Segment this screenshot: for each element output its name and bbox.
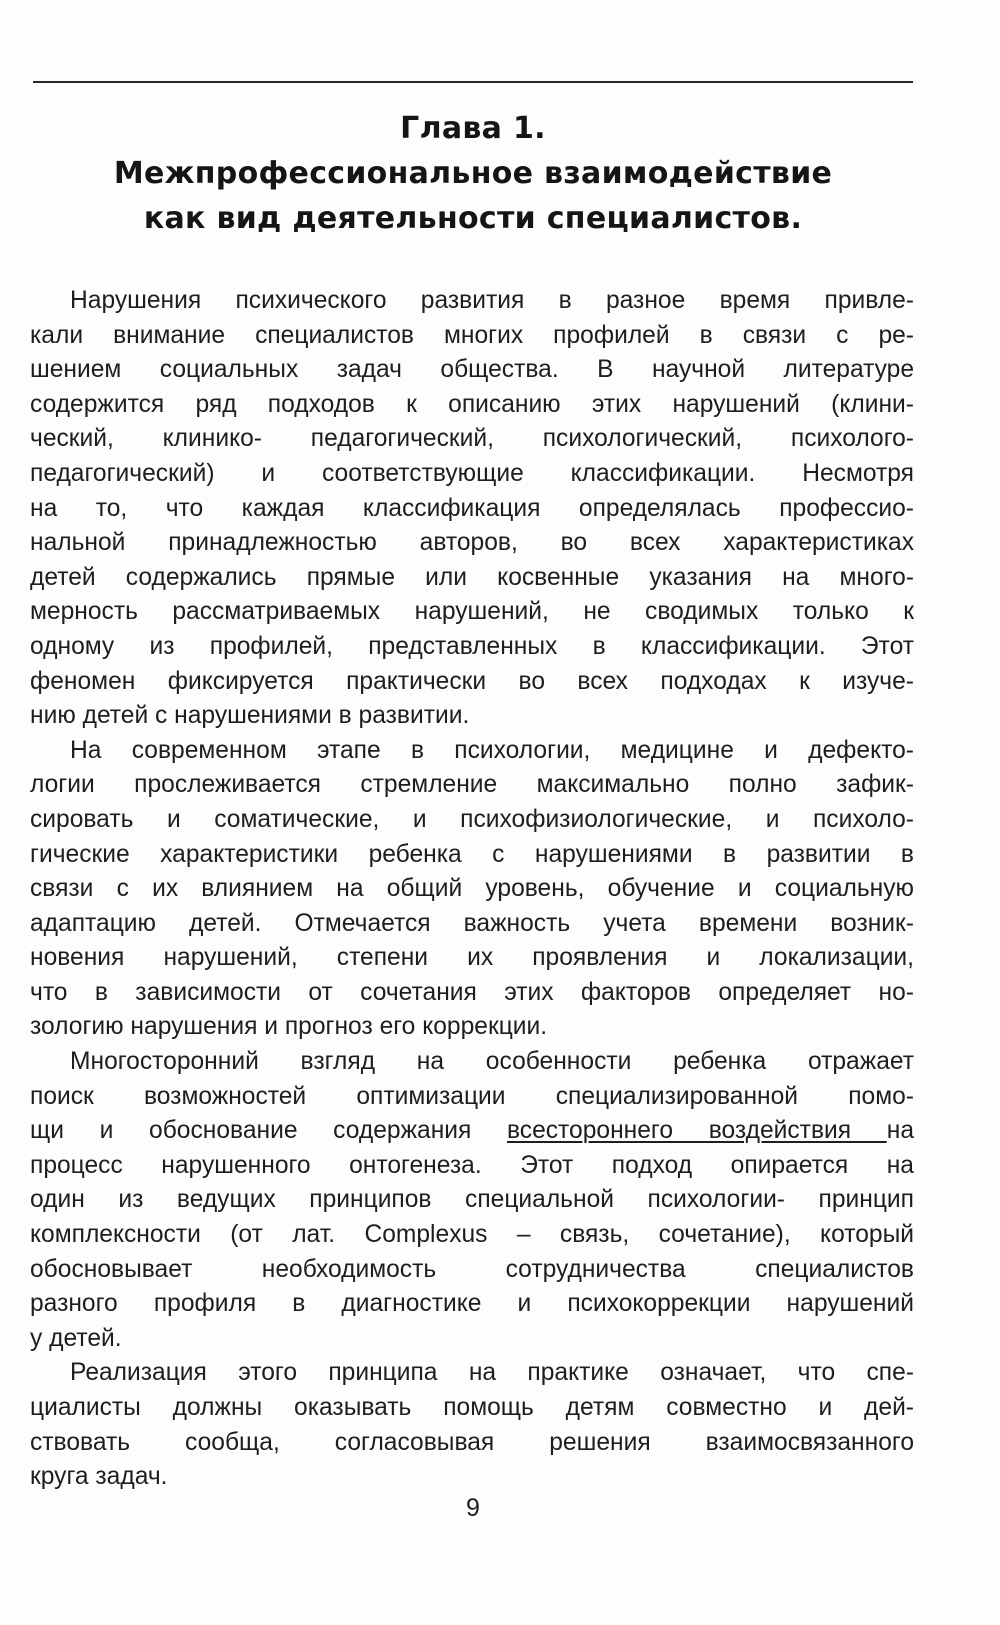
body-text bbox=[30, 284, 914, 1495]
underlined-phrase: всестороннего воздействия bbox=[507, 1117, 887, 1145]
paragraph-4 bbox=[30, 1356, 914, 1494]
text-line: Реализация этого принципа на практике означает, что спе- bbox=[70, 1359, 914, 1387]
text-line: у детей. bbox=[30, 1324, 122, 1352]
text-line: гические характеристики ребенка с нарушениями в развитии в bbox=[30, 840, 914, 868]
text-line: Многосторонний взгляд на особенности ребенка отражает bbox=[70, 1048, 914, 1076]
text-line: что в зависимости от сочетания этих факторов определяет но- bbox=[30, 978, 914, 1006]
page-number: 9 bbox=[466, 1494, 480, 1522]
text-line: Нарушения психического развития в разное время привле- bbox=[70, 287, 914, 314]
chapter-number: Глава 1. bbox=[400, 111, 546, 146]
text-line: комплексности (от лат. Complexus – связь, сочетание), который bbox=[30, 1221, 914, 1249]
chapter-title-line-1: Межпрофессиональное взаимодействие bbox=[113, 156, 833, 191]
text-line: кали внимание специалистов многих профилей в связи с ре- bbox=[30, 321, 914, 349]
text-line: ческий, клинико- педагогический, психологический, психолого- bbox=[30, 425, 914, 453]
paragraph-2 bbox=[30, 734, 914, 1045]
paragraph-3 bbox=[30, 1045, 914, 1356]
header-rule bbox=[33, 81, 913, 83]
text-line: связи с их влиянием на общий уровень, обучение и социальную bbox=[30, 875, 914, 903]
text-line: На современном этапе в психологии, медицине и дефекто- bbox=[70, 736, 914, 764]
text-line: нию детей с нарушениями в развитии. bbox=[30, 702, 470, 730]
text-line: одному из профилей, представленных в классификации. Этот bbox=[30, 632, 914, 660]
chapter-title-line-2: как вид деятельности специалистов. bbox=[143, 201, 803, 236]
text-line: зологию нарушения и прогноз его коррекции. bbox=[30, 1013, 548, 1041]
text-line: логии прослеживается стремление максимально полно зафик- bbox=[30, 771, 914, 799]
chapter-heading bbox=[40, 106, 906, 241]
text-line: процесс нарушенного онтогенеза. Этот подход опирается на bbox=[30, 1151, 914, 1179]
text-line: мерность рассматриваемых нарушений, не сводимых только к bbox=[30, 598, 914, 626]
text-line: нальной принадлежностью авторов, во всех характеристиках bbox=[30, 529, 914, 557]
text-line: детей содержались прямые или косвенные указания на много- bbox=[30, 563, 914, 591]
text-line: ствовать сообща, согласовывая решения взаимосвязанного bbox=[30, 1428, 914, 1456]
text-line: содержится ряд подходов к описанию этих нарушений (клини- bbox=[30, 390, 914, 418]
text-line: феномен фиксируется практически во всех подходах к изуче- bbox=[30, 667, 914, 695]
text-line: циалисты должны оказывать помощь детям совместно и дей- bbox=[30, 1394, 914, 1421]
text-line: на то, что каждая классификация определялась профессио- bbox=[30, 494, 914, 522]
text-line: новения нарушений, степени их проявления и локализации, bbox=[30, 944, 914, 972]
text-line: педагогический) и соответствующие классификации. Несмотря bbox=[30, 459, 914, 487]
paragraph-1 bbox=[30, 284, 914, 734]
text-line: круга задач. bbox=[30, 1463, 168, 1491]
text-line: сировать и соматические, и психофизиологические, и психоло- bbox=[30, 805, 914, 833]
text-line: обосновывает необходимость сотрудничества специалистов bbox=[30, 1255, 914, 1283]
text-line: разного профиля в диагностике и психокоррекции нарушений bbox=[30, 1290, 914, 1318]
text-line: шением социальных задач общества. В научной литературе bbox=[30, 356, 914, 384]
text-line: адаптацию детей. Отмечается важность учета времени возник- bbox=[30, 909, 914, 937]
text-line: поиск возможностей оптимизации специализированной помо- bbox=[30, 1082, 914, 1110]
text-segment: щи и обоснование содержания bbox=[30, 1117, 507, 1145]
text-line-with-underline bbox=[30, 1114, 914, 1149]
text-segment: на bbox=[886, 1117, 914, 1145]
text-line: один из ведущих принципов специальной психологии- принцип bbox=[30, 1186, 914, 1214]
